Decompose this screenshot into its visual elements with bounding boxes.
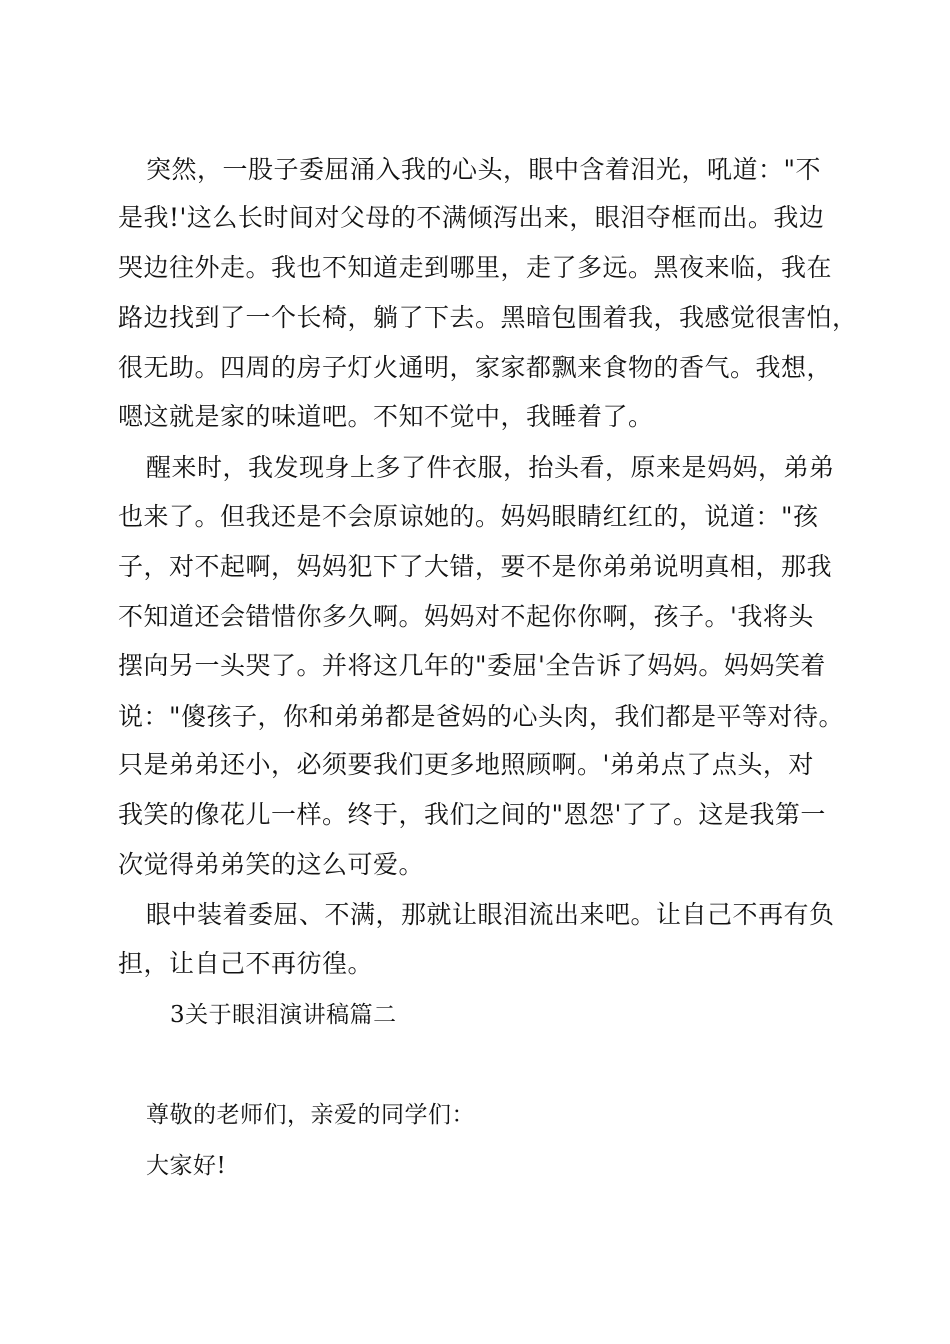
paragraph-1-line-4: 路边找到了一个长椅，躺了下去。黑暗包围着我，我感觉很害怕， [118, 303, 858, 332]
paragraph-1-line-1: 突然，一股子委屈涌入我的心头，眼中含着泪光，吼道："不 [146, 155, 822, 184]
paragraph-1-line-2: 是我!'这么长时间对父母的不满倾泻出来，眼泪夺框而出。我边 [118, 203, 825, 232]
paragraph-2-line-9: 次觉得弟弟笑的这么可爱。 [118, 850, 425, 879]
paragraph-1-line-5: 很无助。四周的房子灯火通明，家家都飘来食物的香气。我想， [118, 353, 833, 382]
paragraph-2-line-2: 也来了。但我还是不会原谅她的。妈妈眼睛红红的，说道："孩 [118, 502, 819, 531]
paragraph-3-line-2: 担，让自己不再彷徨。 [118, 949, 374, 978]
paragraph-2-line-6: 说："傻孩子，你和弟弟都是爸妈的心头肉，我们都是平等对待。 [118, 702, 845, 731]
salutation: 尊敬的老师们，亲爱的同学们： [146, 1102, 475, 1128]
paragraph-1-line-3: 哭边往外走。我也不知道走到哪里，走了多远。黑夜来临，我在 [118, 253, 833, 282]
paragraph-2-line-3: 子，对不起啊，妈妈犯下了大错，要不是你弟弟说明真相，那我 [118, 552, 833, 581]
section-heading: 3关于眼泪演讲稿篇二 [170, 1002, 397, 1028]
paragraph-2-line-5: 摆向另一头哭了。并将这几年的"委屈'全告诉了妈妈。妈妈笑着 [118, 651, 826, 680]
paragraph-2-line-8: 我笑的像花儿一样。终于，我们之间的"恩怨'了了。这是我第一 [118, 800, 826, 829]
paragraph-2-line-4: 不知道还会错惜你多久啊。妈妈对不起你你啊，孩子。'我将头 [118, 602, 814, 631]
paragraph-3-line-1: 眼中装着委屈、不满，那就让眼泪流出来吧。让自己不再有负 [146, 900, 835, 929]
paragraph-1-line-6: 嗯这就是家的味道吧。不知不觉中，我睡着了。 [118, 402, 654, 431]
greeting: 大家好! [146, 1153, 227, 1179]
paragraph-2-line-7: 只是弟弟还小，必须要我们更多地照顾啊。'弟弟点了点头，对 [118, 750, 814, 779]
paragraph-2-line-1: 醒来时，我发现身上多了件衣服，抬头看，原来是妈妈，弟弟 [146, 453, 835, 482]
